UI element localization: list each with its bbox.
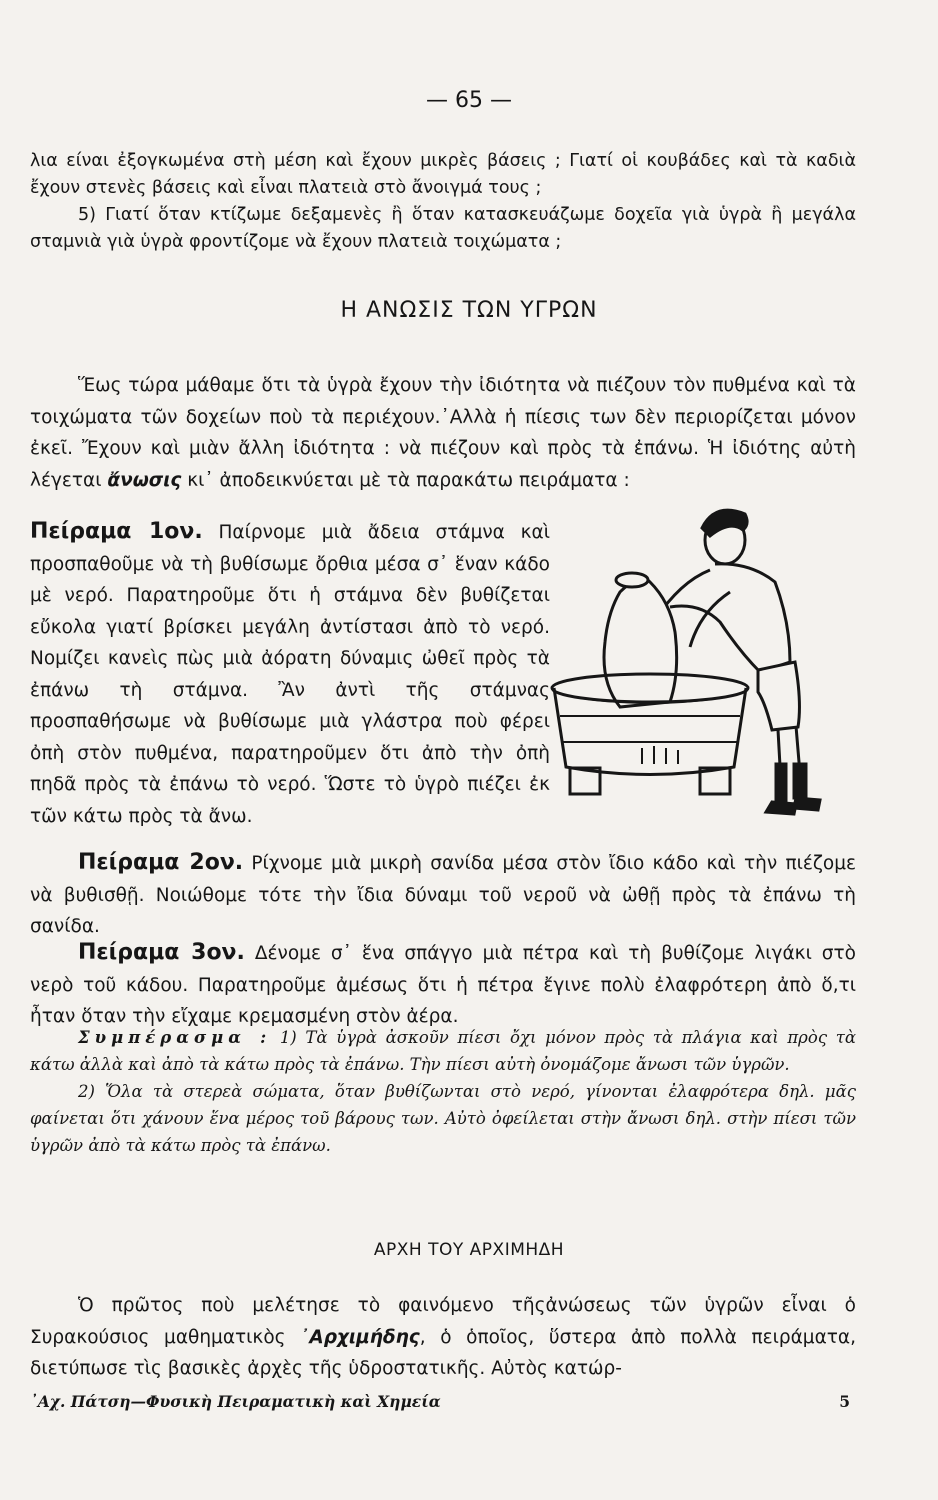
jar-mouth <box>616 573 648 587</box>
page-number: — 65 — <box>426 88 512 113</box>
upward-force-arrows <box>642 746 678 764</box>
experiment-1-label: Πείραμα 1ον. <box>30 519 203 544</box>
experiment-2 <box>30 847 856 943</box>
boy-socks <box>776 764 806 802</box>
footer-title: ᾿Αχ. Πάτση—Φυσικὴ Πειραματικὴ καὶ Χημεία <box>30 1392 441 1411</box>
tub-hoops <box>560 716 740 742</box>
conclusion-point-2: 2) Ὅλα τὰ στερεὰ σώματα, ὅταν βυθίζωνται στὸ νερό, γίνονται ἐλαφρότερα δηλ. μᾶς φαίνεται ὅτι χάνουν ἕνα μέρος τοῦ βάρους των. Αὐτὸ ὀφείλεται στὴν ἄνωσι δηλ. στὴν πίεσι τῶν ὑγρῶν ἀπὸ τὰ κάτω πρὸς τὰ ἐπάνω. <box>30 1082 856 1155</box>
jar <box>604 579 677 707</box>
footer <box>30 1392 850 1411</box>
section-title-buoyancy: Η ΑΝΩΣΙΣ ΤΩΝ ΥΓΡΩΝ <box>340 298 598 323</box>
conclusion-label: Συμπέρασμα : <box>78 1028 272 1047</box>
archimedes-text-end: , ὁ ὁποῖος, ὕστερα ἀπὸ πολλὰ πειράματα, διετύπωσε τὶς βασικὲς ἀρχὲς τῆς ὑδροστατικῆς. Αὐτὸς κατώρ- <box>30 1326 856 1379</box>
boy-with-jar-illustration <box>550 502 860 832</box>
intro-questions <box>30 148 856 256</box>
intro-question-continuation: λια είναι ἐξογκωμένα στὴ μέση καὶ ἔχουν μικρὲς βάσεις ; Γιατί οἱ κουβάδες καὶ τὰ καδιὰ ἔχουν στενὲς βάσεις καὶ εἶναι πλατειὰ στὸ ἄνοιγμά τους ; <box>30 151 856 198</box>
experiment-3 <box>30 937 856 1033</box>
boy-shoes <box>766 798 820 814</box>
experiment-3-text: Δένομε σ᾿ ἕνα σπάγγο μιὰ πέτρα καὶ τὴ βυθίζομε λιγάκι στὸ νερὸ τοῦ κάδου. Παρατηροῦμε ἀμέσως ὅτι ἡ πέτρα ἔγινε πολὺ ἐλαφρότερη ἀπὸ ὅ,τι ἦταν ὅταν τὴν εἴχαμε κρεμασμένη στὸν ἀέρα. <box>30 943 856 1027</box>
signature-mark: 5 <box>839 1392 850 1411</box>
conclusion-point-1: 1) Τὰ ὑγρὰ ἀσκοῦν πίεσι ὄχι μόνον πρὸς τὰ πλάγια καὶ πρὸς τὰ κάτω ἀλλὰ καὶ ἀπὸ τὰ κάτω πρὸς τὰ ἐπάνω. Τὴν πίεσι αὐτὴ ὀνομάζομε ἄνωσι τῶν ὑγρῶν. <box>30 1028 856 1074</box>
intro-question-5: 5) Γιατί ὅταν κτίζωμε δεξαμενὲς ἢ ὅταν κατασκευάζωμε δοχεῖα γιὰ ὑγρὰ ἢ μεγάλα σταμνιὰ γιὰ ὑγρὰ φροντίζομε νὰ ἔχουν πλατειὰ τοιχώματα ; <box>30 205 856 252</box>
buoyancy-intro-end: κι᾿ ἀποδεικνύεται μὲ τὰ παρακάτω πειράματα : <box>187 469 630 491</box>
experiment-1 <box>30 516 550 832</box>
buoyancy-term: ἄνωσις <box>107 469 182 491</box>
experiment-1-text: Παίρνομε μιὰ ἄδεια στάμνα καὶ προσπαθοῦμε νὰ τὴ βυθίσωμε ὄρθια μέσα σ᾿ ἕναν κάδο μὲ νερό. Παρατηροῦμε ὅτι ἡ στάμνα δὲν βυθίζεται εὔκολα γιατί βρίσκει μεγάλη ἀντίστασι ἀπὸ τὸ νερό. Νομίζει κανεὶς πὼς μιὰ ἀόρατη δύναμις ὠθεῖ πρὸς τὰ ἐπάνω τὴ στάμνα. Ἂν ἀντὶ τῆς στάμνας προσπαθήσωμε νὰ βυθίσωμε μιὰ γλάστρα ποὺ φέρει ὀπὴ στὸν πυθμένα, παρατηροῦμεν ὅτι ἀπὸ τὴν ὀπὴ πηδᾶ πρὸς τὰ ἐπάνω τὸ νερό. Ὥστε τὸ ὑγρὸ πιέζει ἐκ τῶν κάτω πρὸς τὰ ἄνω. <box>30 522 551 827</box>
buoyancy-intro-paragraph <box>30 370 856 496</box>
archimedes-text-start: Ὁ πρῶτος ποὺ μελέτησε τὸ φαινόμενο τῆςἀνώσεως τῶν ὑγρῶν εἶναι ὁ Συρακούσιος μαθηματικὸς <box>30 1295 856 1348</box>
experiment-2-label: Πείραμα 2ον. <box>78 850 244 875</box>
buoyancy-intro-text: Ἕως τώρα μάθαμε ὅτι τὰ ὑγρὰ ἔχουν τὴν ἰδιότητα νὰ πιέζουν τὸν πυθμένα καὶ τὰ τοιχώματα τῶν δοχείων ποὺ τὰ περιέχουν.᾿Αλλὰ ἡ πίεσις των δὲν περιορίζεται μόνον ἐκεῖ. Ἔχουν καὶ μιὰν ἄλλη ἰδιότητα : νὰ πιέζουν καὶ πρὸς τὰ ἐπάνω. Ἡ ἰδιότης αὐτὴ λέγεται <box>30 375 856 491</box>
experiment-3-label: Πείραμα 3ον. <box>78 940 245 965</box>
conclusion <box>30 1024 856 1159</box>
archimedes-name: ᾿Αρχιμήδης <box>300 1326 420 1348</box>
experiment-2-text: Ρίχνομε μιὰ μικρὴ σανίδα μέσα στὸν ἴδιο κάδο καὶ τὴν πιέζομε νὰ βυθισθῇ. Νοιώθομε τότε τὴν ἴδια δύναμι τοῦ νεροῦ νὰ ὠθῇ πρὸς τὰ ἐπάνω τὴ σανίδα. <box>30 853 857 937</box>
section-title-archimedes: ΑΡΧΗ ΤΟΥ ΑΡΧΙΜΗΔΗ <box>373 1240 565 1260</box>
archimedes-paragraph <box>30 1290 856 1385</box>
boy-shorts <box>758 662 799 730</box>
boy-shirt <box>670 564 790 672</box>
